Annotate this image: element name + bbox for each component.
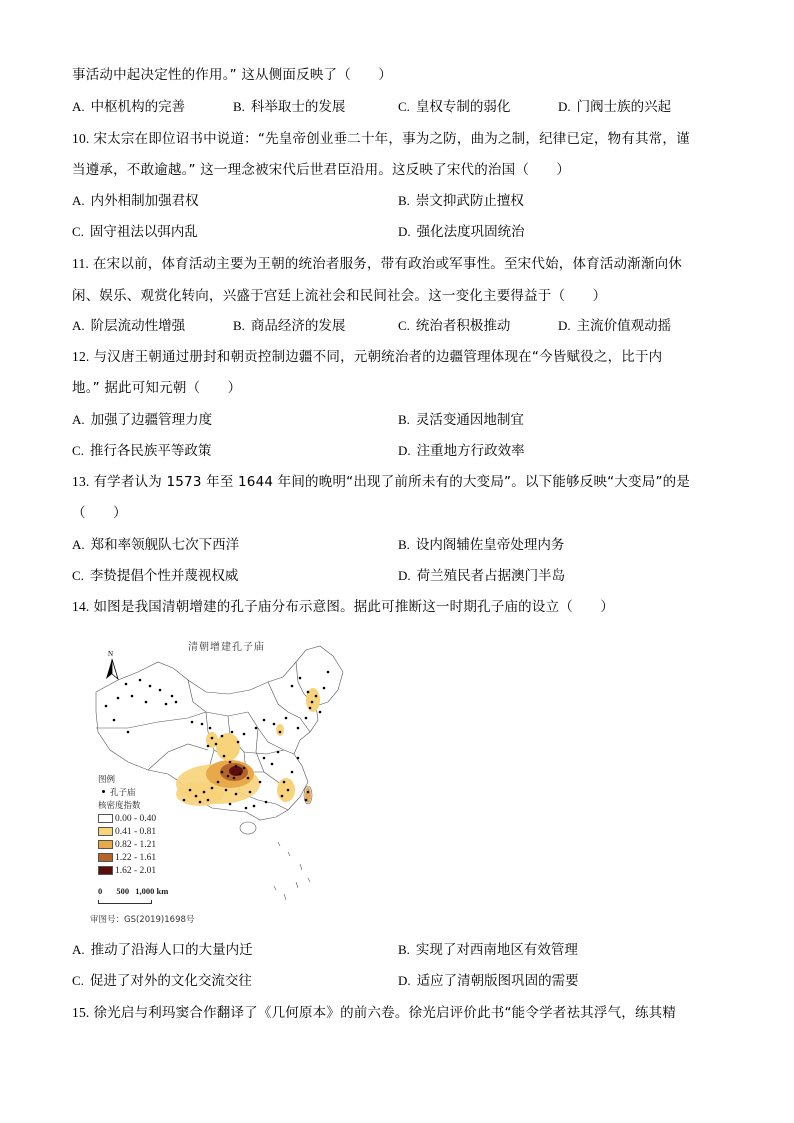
q13-stem-line-2: （ ） — [72, 505, 127, 521]
option-text: 内外相制加强君权 — [90, 193, 199, 209]
option-text: 皇权专制的弱化 — [415, 99, 511, 115]
legend-class-label: 1.62 - 2.01 — [115, 866, 157, 876]
option-key: B. — [398, 193, 410, 208]
q9-stem-tail: 事活动中起决定性的作用。” 这从侧面反映了（ ） — [72, 67, 393, 83]
q10-option-c — [72, 223, 198, 241]
option-text: 崇文抑武防止擅权 — [415, 193, 524, 209]
option-key: D. — [558, 318, 571, 333]
legend-heading: 图例 — [98, 775, 116, 785]
option-key: B. — [398, 942, 410, 957]
option-text: 推行各民族平等政策 — [89, 443, 212, 459]
question-number: 13. — [72, 474, 90, 489]
option-key: C. — [72, 973, 84, 988]
q12-stem-line-1 — [72, 348, 662, 366]
map-approval-number: 审图号：GS(2019)1698号 — [90, 915, 195, 925]
option-text: 荷兰殖民者占据澳门半岛 — [416, 568, 566, 584]
legend-class-label: 0.41 - 0.81 — [115, 827, 157, 837]
q11-option-b — [233, 317, 345, 335]
swatch-icon — [98, 814, 113, 823]
scale-label-500: 500 — [116, 886, 130, 896]
q10-option-b — [398, 192, 524, 210]
q9-option-d — [558, 98, 671, 116]
north-label: N — [108, 650, 114, 658]
swatch-icon — [98, 840, 113, 849]
legend-class-label: 0.82 - 1.21 — [115, 840, 157, 850]
legend-class-5 — [98, 865, 156, 878]
question-text: 宋太宗在即位诏书中说道：“先皇帝创业垂二十年，事为之防，曲为之制，纪律已定，物有其常，谨 — [93, 131, 690, 147]
q10-stem-line-2: 当遵承，不敢逾越。” 这一理念被宋代后世君臣沿用。这反映了宋代的治国（ ） — [72, 162, 571, 178]
option-text: 设内阁辅佐皇帝处理内务 — [415, 537, 565, 553]
option-key: D. — [398, 443, 411, 458]
option-key: B. — [233, 99, 245, 114]
q12-option-a — [72, 411, 212, 429]
q14-option-c — [72, 972, 252, 990]
option-text: 门阀士族的兴起 — [576, 99, 672, 115]
scale-labels — [98, 886, 168, 896]
question-text: 在宋以前，体育活动主要为王朝的统治者服务，带有政治或军事性。至宋代始，体育活动渐渐向休 — [92, 256, 683, 272]
question-number: 11. — [72, 256, 89, 271]
option-text: 注重地方行政效率 — [416, 443, 525, 459]
question-number: 14. — [72, 599, 90, 614]
q15-stem-line-1 — [72, 1004, 676, 1022]
option-key: A. — [72, 99, 85, 114]
option-key: A. — [72, 537, 85, 552]
q14-option-b — [398, 941, 578, 959]
option-text: 商品经济的发展 — [250, 318, 346, 334]
legend-class-label: 1.22 - 1.61 — [115, 853, 157, 863]
scale-label-0: 0 — [98, 886, 103, 896]
q12-option-c — [72, 442, 211, 460]
swatch-icon — [98, 827, 113, 836]
q14-option-a — [72, 941, 253, 959]
scale-label-1000: 1,000 km — [135, 886, 169, 896]
q11-stem-line-1 — [72, 255, 682, 273]
option-key: D. — [558, 99, 571, 114]
option-key: A. — [72, 412, 85, 427]
q10-option-a — [72, 192, 199, 210]
q13-option-c — [72, 567, 238, 585]
option-key: C. — [398, 318, 410, 333]
option-text: 中枢机构的完善 — [90, 99, 186, 115]
legend-class-label: 0.00 - 0.40 — [115, 814, 157, 824]
option-text: 科举取士的发展 — [250, 99, 346, 115]
option-text: 郑和率领舰队七次下西洋 — [90, 537, 240, 553]
q13-option-a — [72, 536, 239, 554]
q11-stem-line-2: 闲、娱乐、观赏化转向，兴盛于宫廷上流社会和民间社会。这一变化主要得益于（ ） — [72, 288, 607, 304]
legend-point-item — [98, 787, 156, 800]
map-legend — [98, 774, 156, 878]
q11-option-d — [558, 317, 671, 335]
question-text: 与汉唐王朝通过册封和朝贡控制边疆不同，元朝统治者的边疆管理体现在“今皆赋役之，比于内 — [93, 349, 663, 365]
q9-option-b — [233, 98, 345, 116]
q14-stem-line-1 — [72, 598, 614, 616]
question-text: 有学者认为 1573 年至 1644 年间的晚明“出现了前所未有的大变局”。以下能够反映“大变局”的是 — [93, 474, 691, 490]
q13-option-d — [398, 567, 565, 585]
option-key: D. — [398, 224, 411, 239]
option-text: 推动了沿海人口的大量内迁 — [90, 942, 253, 958]
q9-option-c — [398, 98, 510, 116]
option-key: B. — [233, 318, 245, 333]
option-text: 加强了边疆管理力度 — [90, 412, 213, 428]
q11-option-c — [398, 317, 510, 335]
q10-option-d — [398, 223, 525, 241]
option-key: A. — [72, 318, 85, 333]
legend-class-4 — [98, 852, 156, 865]
question-number: 15. — [72, 1005, 90, 1020]
option-text: 灵活变通因地制宜 — [415, 412, 524, 428]
option-key: D. — [398, 973, 411, 988]
confucius-temple-map-figure — [88, 632, 358, 927]
q11-option-a — [72, 317, 185, 335]
option-key: C. — [72, 568, 84, 583]
option-text: 固守祖法以弭内乱 — [89, 224, 198, 240]
scale-bar — [98, 900, 152, 904]
option-key: A. — [72, 942, 85, 957]
legend-class-2 — [98, 826, 156, 839]
swatch-icon — [98, 866, 113, 875]
q12-option-b — [398, 411, 524, 429]
option-text: 统治者积极推动 — [415, 318, 511, 334]
option-key: C. — [72, 443, 84, 458]
option-key: B. — [398, 412, 410, 427]
temple-dot-icon — [102, 790, 105, 793]
swatch-icon — [98, 853, 113, 862]
legend-density-heading: 核密度指数 — [98, 801, 141, 811]
option-text: 李贽提倡个性并蔑视权威 — [89, 568, 239, 584]
option-key: A. — [72, 193, 85, 208]
q13-option-b — [398, 536, 564, 554]
option-key: C. — [398, 99, 410, 114]
option-key: B. — [398, 537, 410, 552]
q12-option-d — [398, 442, 525, 460]
option-text: 促进了对外的文化交流交往 — [89, 973, 252, 989]
option-text: 适应了清朝版图巩固的需要 — [416, 973, 579, 989]
legend-class-3 — [98, 839, 156, 852]
option-text: 强化法度巩固统治 — [416, 224, 525, 240]
legend-point-label: 孔子庙 — [110, 788, 136, 798]
question-number: 12. — [72, 349, 90, 364]
q9-option-a — [72, 98, 185, 116]
q13-stem-line-1 — [72, 473, 690, 491]
option-text: 主流价值观动摇 — [576, 318, 672, 334]
question-number: 10. — [72, 131, 90, 146]
question-text: 徐光启与利玛窦合作翻译了《几何原本》的前六卷。徐光启评价此书“能令学者祛其浮气，练其精 — [93, 1005, 677, 1021]
legend-class-1 — [98, 813, 156, 826]
map-title: 清朝增建孔子庙 — [188, 642, 265, 653]
q14-option-d — [398, 972, 579, 990]
q12-stem-line-2: 地。” 据此可知元朝（ ） — [72, 380, 242, 396]
option-key: D. — [398, 568, 411, 583]
option-text: 阶层流动性增强 — [90, 318, 186, 334]
option-text: 实现了对西南地区有效管理 — [415, 942, 578, 958]
q10-stem-line-1 — [72, 130, 690, 148]
option-key: C. — [72, 224, 84, 239]
question-text: 如图是我国清朝增建的孔子庙分布示意图。据此可推断这一时期孔子庙的设立（ ） — [93, 599, 615, 615]
